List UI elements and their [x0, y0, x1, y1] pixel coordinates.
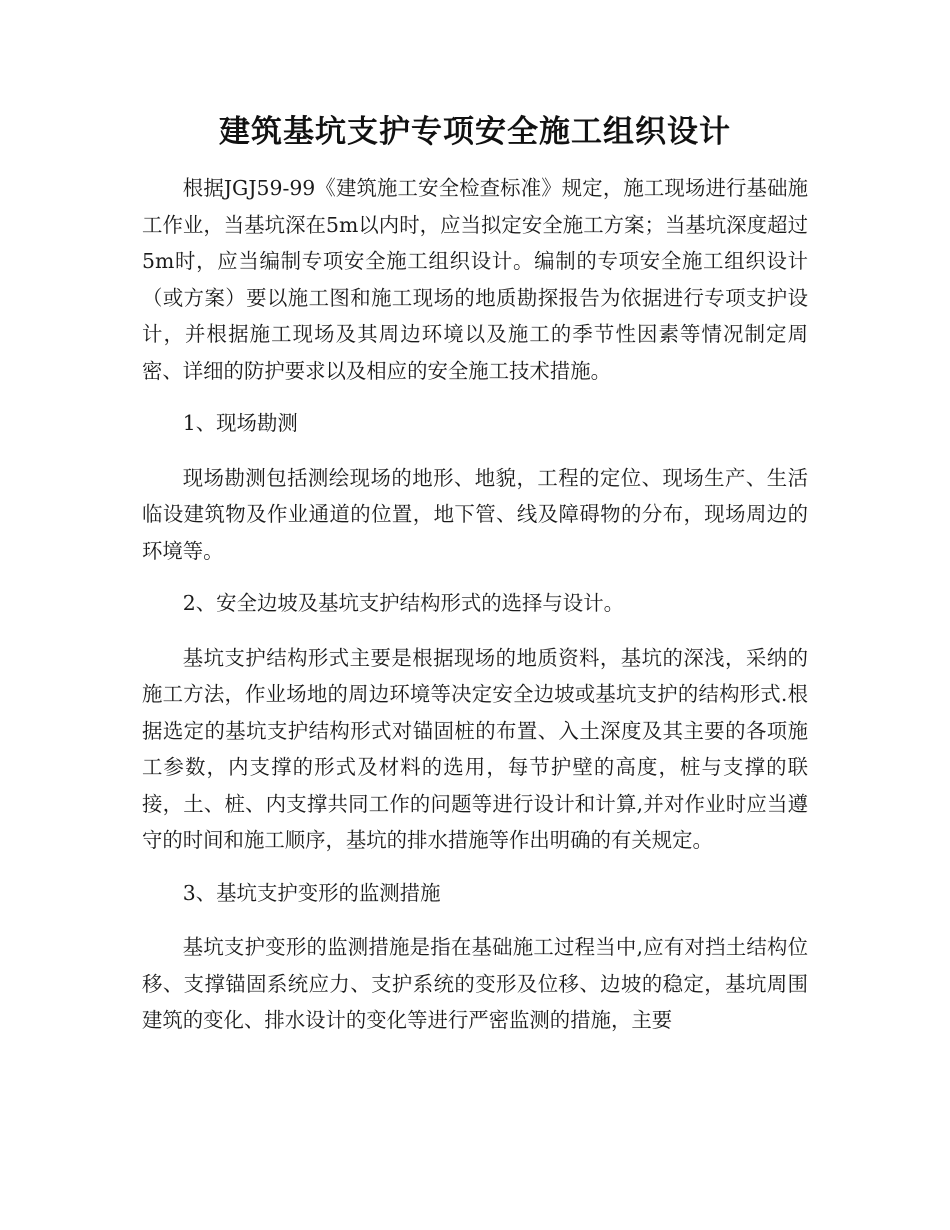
site-survey-paragraph: 现场勘测包括测绘现场的地形、地貌，工程的定位、现场生产、生活临设建筑物及作业通道的位置，地下管、线及障碍物的分布，现场周边的环境等。: [142, 465, 808, 563]
document-page: [142, 108, 808, 1055]
document-title: 建筑基坑支护专项安全施工组织设计: [219, 114, 731, 150]
section-heading-site-survey: 1、现场勘测: [182, 411, 298, 435]
slope-support-paragraph: 基坑支护结构形式主要是根据现场的地质资料，基坑的深浅，采纳的施工方法，作业场地的周边环境等决定安全边坡或基坑支护的结构形式.根据选定的基坑支护结构形式对锚固桩的布置、入土深度及其主要的各项施工参数，内支撑的形式及材料的选用，每节护壁的高度，桩与支撑的联接，土、桩、内支撑共同工作的问题等进行设计和计算,并对作业时应当遵守的时间和施工顺序，基坑的排水措施等作出明确的有关规定。: [142, 645, 808, 852]
section-heading-monitoring: 3、基坑支护变形的监测措施: [182, 880, 441, 905]
section-heading-slope-support: 2、安全边坡及基坑支护结构形式的选择与设计。: [182, 591, 624, 615]
monitoring-paragraph: 基坑支护变形的监测措施是指在基础施工过程当中,应有对挡土结构位移、支撑锚固系统应力、支护系统的变形及位移、边坡的稳定，基坑周围建筑的变化、排水设计的变化等进行严密监测的措施，主要: [142, 935, 808, 1032]
intro-paragraph: 根据JGJ59-99《建筑施工安全检查标准》规定，施工现场进行基础施工作业，当基坑深在5m以内时，应当拟定安全施工方案；当基坑深度超过5m时，应当编制专项安全施工组织设计。编制的专项安全施工组织设计（或方案）要以施工图和施工现场的地质勘探报告为依据进行专项支护设计，并根据施工现场及其周边环境以及施工的季节性因素等情况制定周密、详细的防护要求以及相应的安全施工技术措施。: [142, 176, 808, 383]
